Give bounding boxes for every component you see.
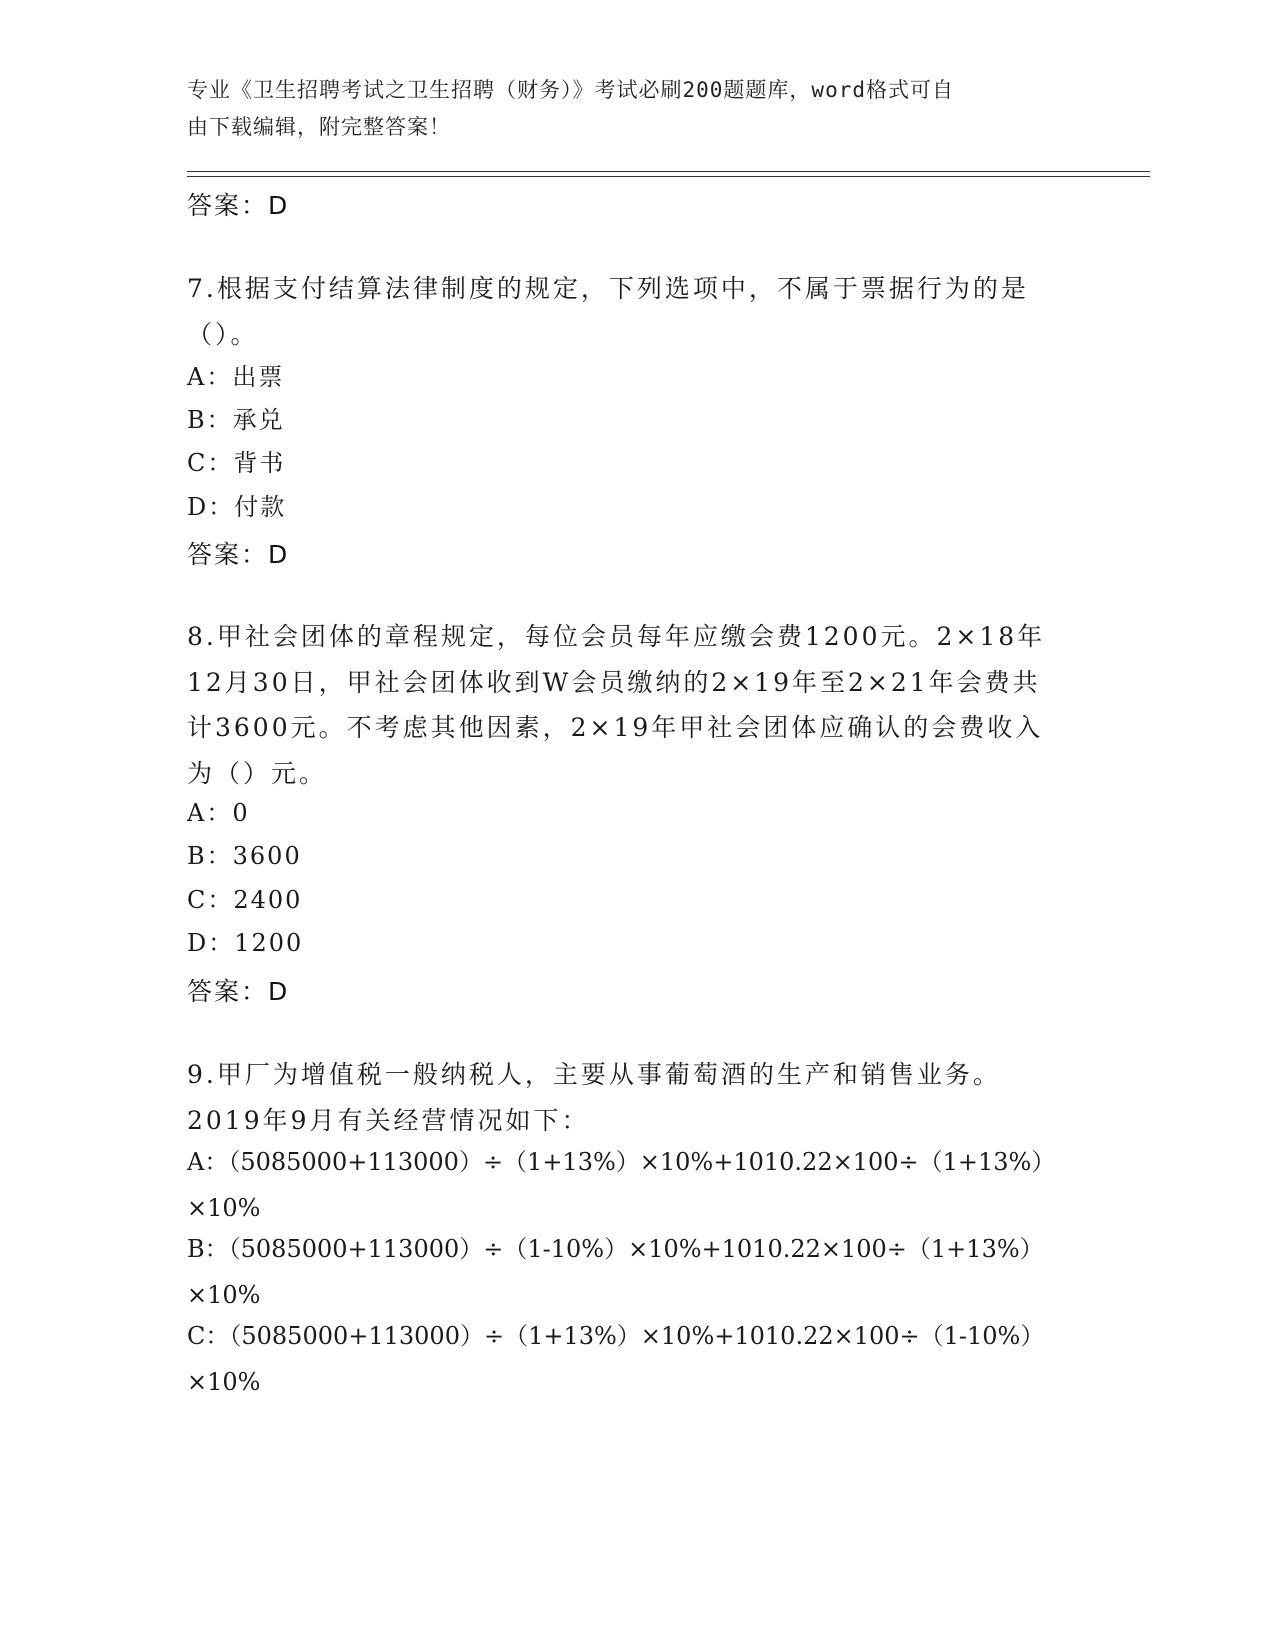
question-7-option-a: A：出票 [187,363,285,391]
question-8-option-c: C：2400 [187,886,303,914]
header-line-1: 专业《卫生招聘考试之卫生招聘（财务）》考试必刷200题题库，word格式可自 [187,78,954,102]
question-9-option-c [187,1314,1087,1405]
question-9-stem [187,1052,1087,1143]
question-8-stem [187,614,1087,796]
question-8-option-a: A：0 [187,799,250,827]
question-9-option-b-line-2: ×10% [187,1280,261,1309]
question-9-option-a-line-2: ×10% [187,1193,261,1222]
document-header [187,72,1067,146]
question-7-stem [187,266,1087,357]
header-divider-bottom [187,176,1150,177]
question-9-option-c-line-2: ×10% [187,1367,261,1396]
question-8-stem-line-1: 8.甲社会团体的章程规定，每位会员每年应缴会费1200元。2×18年 [187,622,1046,651]
question-9-option-b [187,1227,1087,1318]
question-8-option-d: D：1200 [187,929,304,957]
question-8-option-b: B：3600 [187,842,302,870]
header-line-2: 由下载编辑，附完整答案！ [187,115,451,139]
question-9-option-b-line-1: B：（5085000+113000）÷（1-10%）×10%+1010.22×100÷（1+13%） [187,1235,1044,1263]
question-8-stem-line-3: 计3600元。不考虑其他因素，2×19年甲社会团体应确认的会费收入 [187,713,1044,742]
question-8-answer: 答案：D [187,977,290,1006]
question-7-stem-line-2: （）。 [187,319,259,349]
question-9-option-c-line-1: C：（5085000+113000）÷（1+13%）×10%+1010.22×100÷（1-10%） [187,1322,1045,1350]
question-7-option-b: B：承兑 [187,406,285,434]
question-7-answer: 答案：D [187,540,290,569]
question-7-option-c: C：背书 [187,449,286,477]
question-8-stem-line-4: 为（）元。 [187,758,328,788]
question-9-option-a-line-1: A：（5085000+113000）÷（1+13%）×10%+1010.22×100÷（1+13%） [187,1148,1056,1176]
header-divider-top [187,171,1150,172]
question-7-stem-line-1: 7.根据支付结算法律制度的规定，下列选项中，不属于票据行为的是 [187,274,1029,303]
question-9-stem-line-2: 2019年9月有关经营情况如下： [187,1105,590,1135]
question-8-stem-line-2: 12月30日，甲社会团体收到W会员缴纳的2×19年至2×21年会费共 [187,667,1041,697]
question-7-option-d: D：付款 [187,493,287,521]
question-9-stem-line-1: 9.甲厂为增值税一般纳税人，主要从事葡萄酒的生产和销售业务。 [187,1060,1001,1089]
question-9-option-a [187,1140,1087,1231]
answer-previous: 答案：D [187,191,290,220]
